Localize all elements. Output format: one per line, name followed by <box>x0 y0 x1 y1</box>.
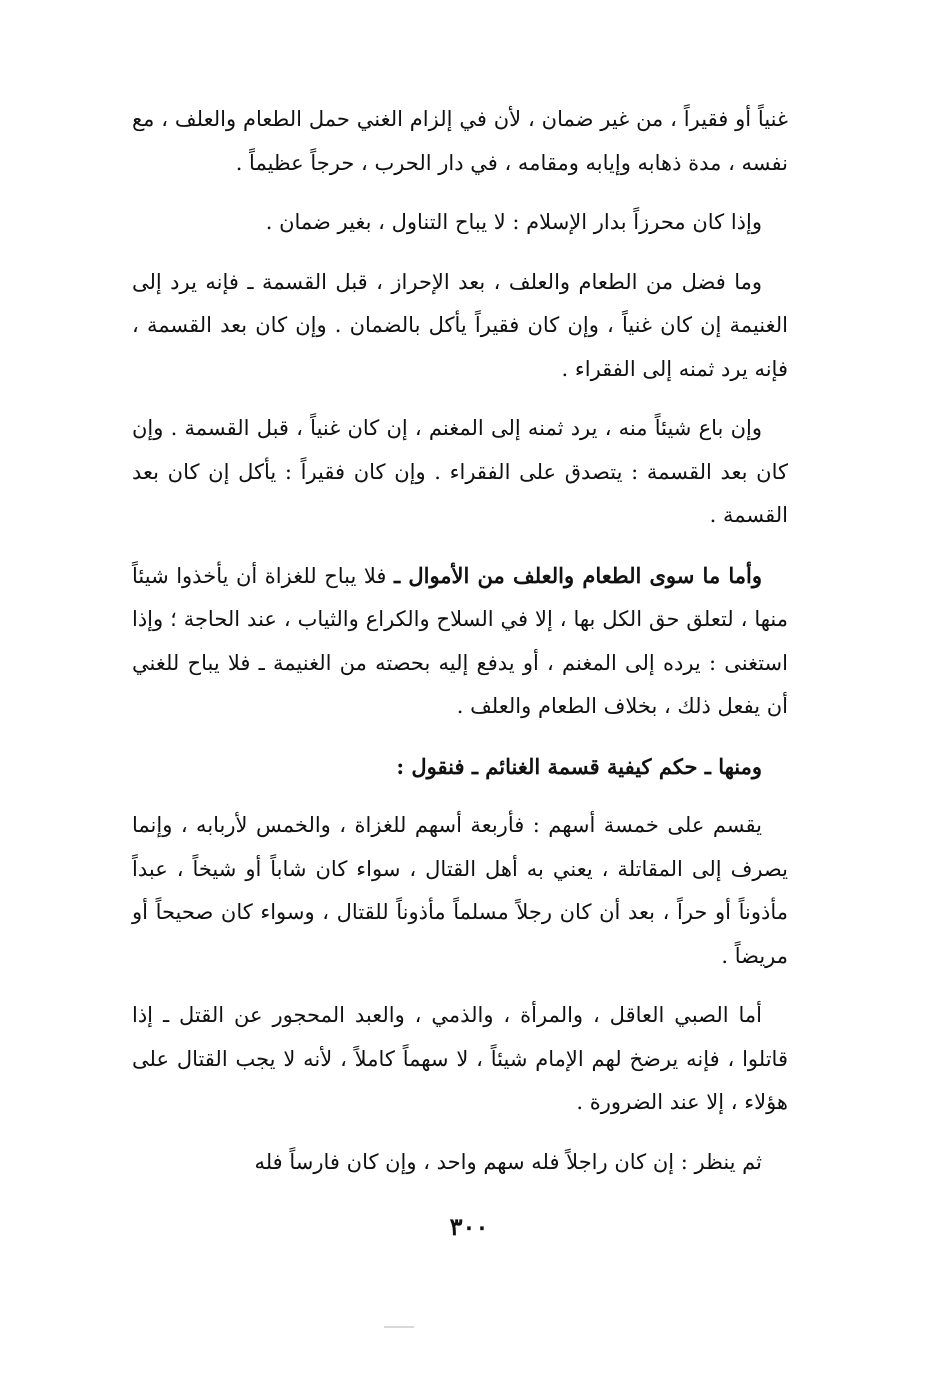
section-heading: ومنها ـ حكم كيفية قسمة الغنائم ـ فنقول : <box>396 753 762 779</box>
paragraph-3: وما فضل من الطعام والعلف ، بعد الإحراز ، قبل القسمة ـ فإنه يرد إلى الغنيمة إن كان غنياً ، وإن كان فقيراً يأكل بالضمان . وإن كان بعد القسمة ، فإنه يرد ثمنه إلى الفقراء . <box>132 269 788 381</box>
paragraph-4: وإن باع شيئاً منه ، يرد ثمنه إلى المغنم ، إن كان غنياً ، قبل القسمة . وإن كان بعد القسمة : يتصدق على الفقراء . وإن كان فقيراً : يأكل إن كان بعد القسمة . <box>132 416 788 527</box>
scan-artifact-mark <box>384 1326 414 1328</box>
paragraph-5 <box>132 554 788 729</box>
paragraph-6: يقسم على خمسة أسهم : فأربعة أسهم للغزاة ، والخمس لأربابه ، وإنما يصرف إلى المقاتلة ، يعني به أهل القتال ، سواء كان شاباً أو شيخاً ، عبداً مأذوناً أو حراً ، بعد أن كان رجلاً مسلماً مأذوناً للقتال ، وسواء كان صحيحاً أو مريضاً . <box>132 813 788 968</box>
paragraph-5-bold-lead: وأما ما سوى الطعام والعلف من الأموال ـ <box>394 562 763 588</box>
page-number: ٣٠٠ <box>449 1212 489 1241</box>
paragraph-8: ثم ينظر : إن كان راجلاً فله سهم واحد ، وإن كان فارساً فله <box>254 1149 762 1174</box>
paragraph-7: أما الصبي العاقل ، والمرأة ، والذمي ، والعبد المحجور عن القتل ـ إذا قاتلوا ، فإنه يرضخ لهم الإمام شيئاً ، لا سهماً كاملاً ، لأنه لا يجب القتال على هؤلاء ، إلا عند الضرورة . <box>132 1003 788 1114</box>
paragraph-5-rest: فلا يباح للغزاة أن يأخذوا شيئاً منها ، لتعلق حق الكل بها ، إلا في السلاح والكراع والثياب ، عند الحاجة ؛ وإذا استغنى : يرده إلى المغنم ، أو يدفع إليه بحصته من الغنيمة ـ فلا يباح للغني أن يفعل ذلك ، بخلاف الطعام والعلف . <box>132 563 788 718</box>
paragraph-2: وإذا كان محرزاً بدار الإسلام : لا يباح التناول ، بغير ضمان . <box>265 210 762 234</box>
paragraph-1: غنياً أو فقيراً ، من غير ضمان ، لأن في إلزام الغني حمل الطعام والعلف ، مع نفسه ، مدة ذهابه وإيابه ومقامه ، في دار الحرب ، حرجاً عظيماً . <box>132 107 788 175</box>
page-body <box>132 98 788 1200</box>
